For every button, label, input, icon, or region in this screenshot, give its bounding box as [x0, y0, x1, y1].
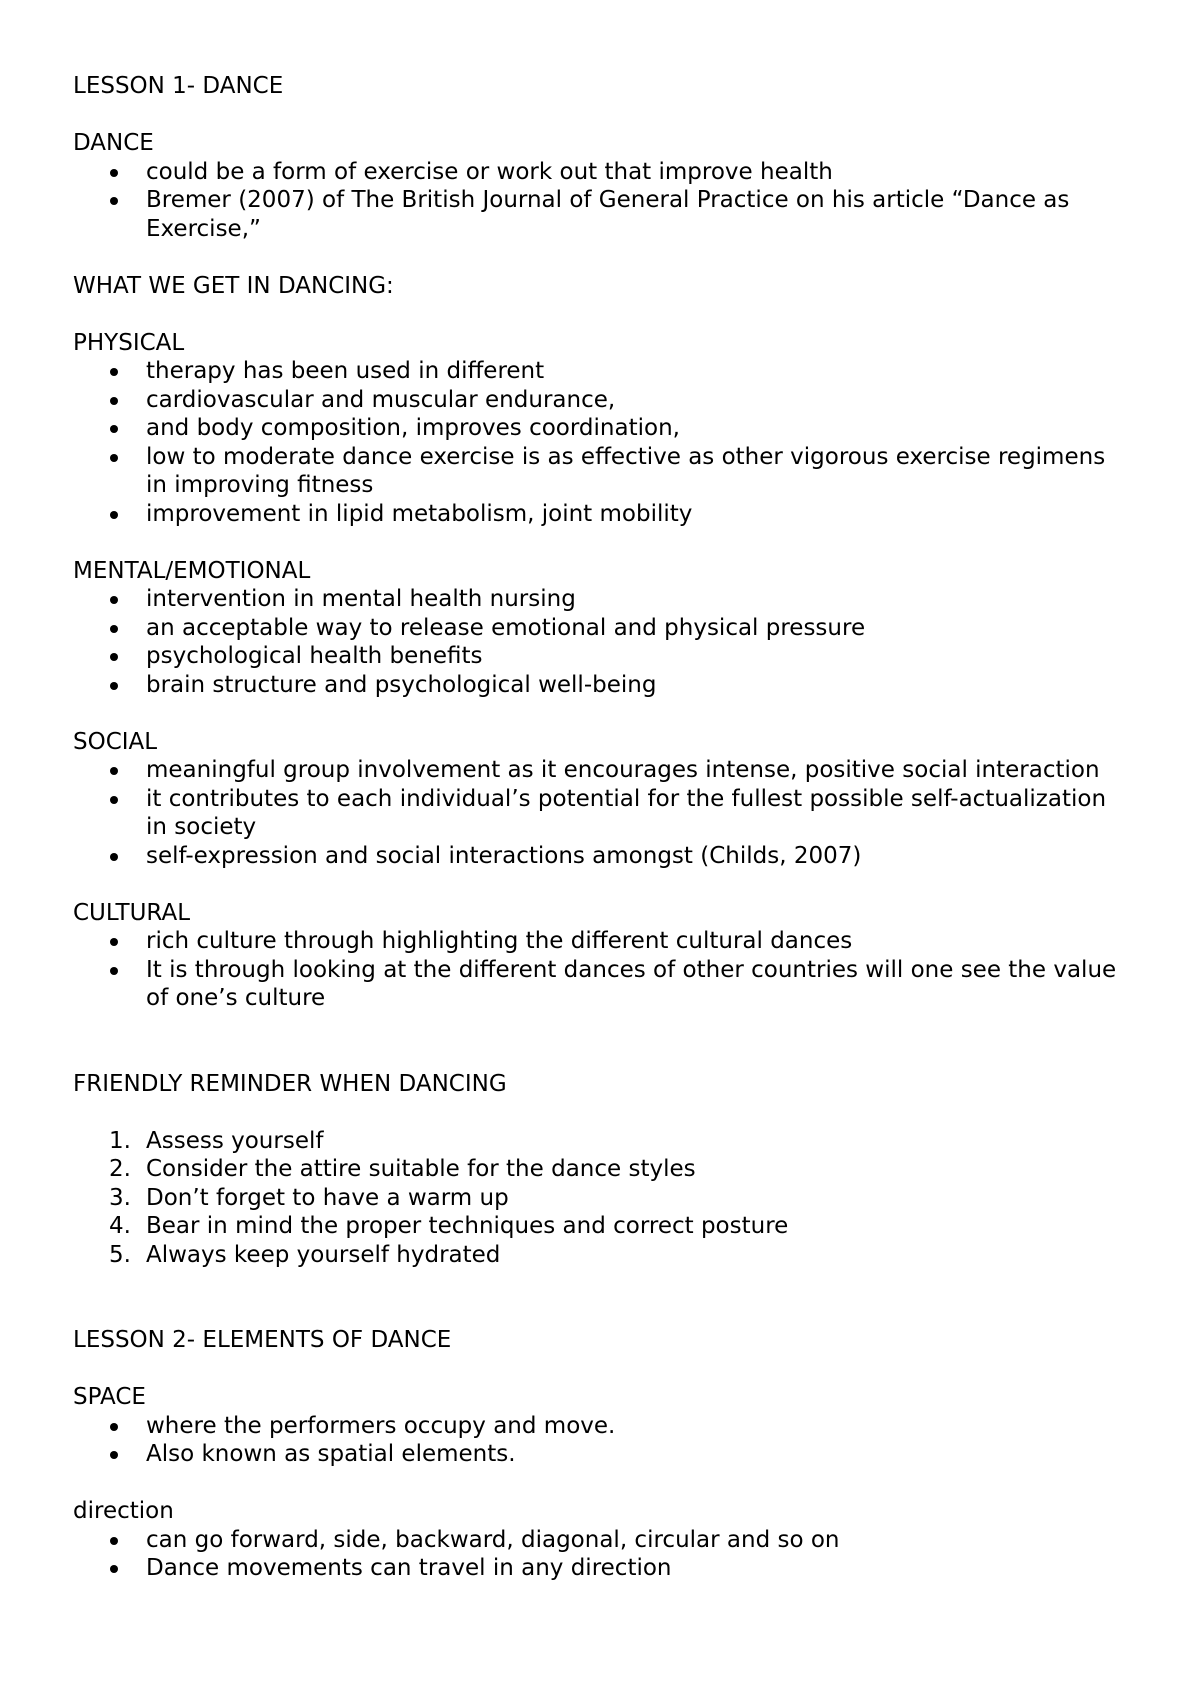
list-item-text: it contributes to each individual’s potential for the fullest possible self-actualization in society	[146, 785, 1107, 840]
physical-heading: PHYSICAL	[73, 329, 185, 356]
list-item	[73, 357, 1133, 386]
list-item	[73, 500, 1133, 529]
bullet-icon	[110, 653, 118, 661]
bullet-icon	[110, 967, 118, 975]
list-item-text: could be a form of exercise or work out that improve health	[146, 158, 833, 185]
list-item-text: psychological health benefits	[146, 643, 483, 669]
list-item-text: Assess yourself	[146, 1127, 324, 1154]
list-item-text: rich culture through highlighting the different cultural dances	[146, 928, 853, 954]
direction-heading: direction	[73, 1498, 174, 1524]
list-item-text: therapy has been used in different	[146, 358, 545, 384]
list-item	[73, 642, 1133, 671]
list-number: 5.	[109, 1241, 131, 1268]
document-page	[73, 72, 1133, 1583]
dance-heading: DANCE	[73, 130, 154, 156]
bullet-icon	[110, 368, 118, 376]
lesson-1-title: LESSON 1- DANCE	[73, 73, 284, 99]
bullet-icon	[110, 197, 118, 205]
list-item-text: improvement in lipid metabolism, joint mobility	[146, 500, 693, 527]
list-item-text: can go forward, side, backward, diagonal, circular and so on	[146, 1526, 840, 1553]
list-item-text: Dance movements can travel in any direction	[146, 1555, 672, 1581]
list-item	[73, 1155, 1133, 1184]
bullet-icon	[110, 853, 118, 861]
list-item	[73, 186, 1133, 243]
list-item	[73, 842, 1133, 871]
list-item	[73, 443, 1133, 500]
list-item	[73, 1554, 1133, 1583]
friendly-reminder-heading: FRIENDLY REMINDER WHEN DANCING	[73, 1070, 507, 1097]
mental-emotional-heading: MENTAL/EMOTIONAL	[73, 557, 311, 584]
what-we-get-heading: WHAT WE GET IN DANCING:	[73, 272, 394, 299]
list-number: 1.	[109, 1127, 131, 1154]
bullet-icon	[110, 425, 118, 433]
list-item	[73, 927, 1133, 956]
list-item	[73, 1184, 1133, 1213]
list-item-text: Don’t forget to have a warm up	[146, 1184, 509, 1211]
list-item-text: self-expression and social interactions amongst (Childs, 2007)	[146, 842, 862, 869]
list-item-text: intervention in mental health nursing	[146, 586, 576, 612]
list-number: 3.	[109, 1184, 131, 1211]
list-item	[73, 671, 1133, 700]
list-number: 2.	[109, 1156, 131, 1182]
list-item-text: an acceptable way to release emotional and physical pressure	[146, 614, 866, 641]
direction-list	[73, 1526, 1133, 1583]
list-item	[73, 1212, 1133, 1241]
list-item-text: brain structure and psychological well-being	[146, 671, 657, 698]
list-item	[73, 386, 1133, 415]
list-item	[73, 1241, 1133, 1270]
list-item	[73, 1440, 1133, 1469]
bullet-icon	[110, 796, 118, 804]
lesson-2-title: LESSON 2- ELEMENTS OF DANCE	[73, 1327, 452, 1353]
bullet-icon	[110, 625, 118, 633]
bullet-icon	[110, 169, 118, 177]
bullet-icon	[110, 397, 118, 405]
cultural-heading: CULTURAL	[73, 899, 191, 926]
list-item-text: and body composition, improves coordination,	[146, 415, 680, 441]
bullet-icon	[110, 682, 118, 690]
list-item	[73, 158, 1133, 187]
bullet-icon	[110, 1451, 118, 1459]
list-item-text: Bear in mind the proper techniques and correct posture	[146, 1213, 789, 1239]
list-item	[73, 756, 1133, 785]
bullet-icon	[110, 767, 118, 775]
cultural-list	[73, 927, 1133, 1013]
list-item	[73, 414, 1133, 443]
list-item	[73, 614, 1133, 643]
social-list	[73, 756, 1133, 870]
space-list	[73, 1412, 1133, 1469]
list-item-text: Consider the attire suitable for the dance styles	[146, 1156, 696, 1182]
bullet-icon	[110, 1423, 118, 1431]
bullet-icon	[110, 454, 118, 462]
list-item-text: Always keep yourself hydrated	[146, 1241, 501, 1268]
list-item	[73, 585, 1133, 614]
list-item-text: Also known as spatial elements.	[146, 1441, 516, 1467]
bullet-icon	[110, 596, 118, 604]
list-item	[73, 1127, 1133, 1156]
list-item-text: where the performers occupy and move.	[146, 1412, 616, 1439]
bullet-icon	[110, 511, 118, 519]
list-item	[73, 785, 1133, 842]
bullet-icon	[110, 1565, 118, 1573]
list-item	[73, 956, 1133, 1013]
bullet-icon	[110, 938, 118, 946]
social-heading: SOCIAL	[73, 728, 158, 755]
mental-emotional-list	[73, 585, 1133, 699]
space-heading: SPACE	[73, 1384, 146, 1410]
list-item-text: It is through looking at the different dances of other countries will one see the value of one’s culture	[146, 956, 1117, 1011]
list-item-text: Bremer (2007) of The British Journal of General Practice on his article “Dance as Exercise,”	[146, 187, 1070, 242]
physical-list	[73, 357, 1133, 528]
list-number: 4.	[109, 1213, 131, 1239]
bullet-icon	[110, 1537, 118, 1545]
list-item-text: low to moderate dance exercise is as effective as other vigorous exercise regimens in improving fitness	[146, 443, 1106, 498]
list-item-text: meaningful group involvement as it encourages intense, positive social interaction	[146, 757, 1100, 783]
list-item	[73, 1412, 1133, 1441]
list-item-text: cardiovascular and muscular endurance,	[146, 386, 616, 413]
list-item	[73, 1526, 1133, 1555]
dance-list	[73, 158, 1133, 244]
friendly-reminder-list	[73, 1127, 1133, 1270]
